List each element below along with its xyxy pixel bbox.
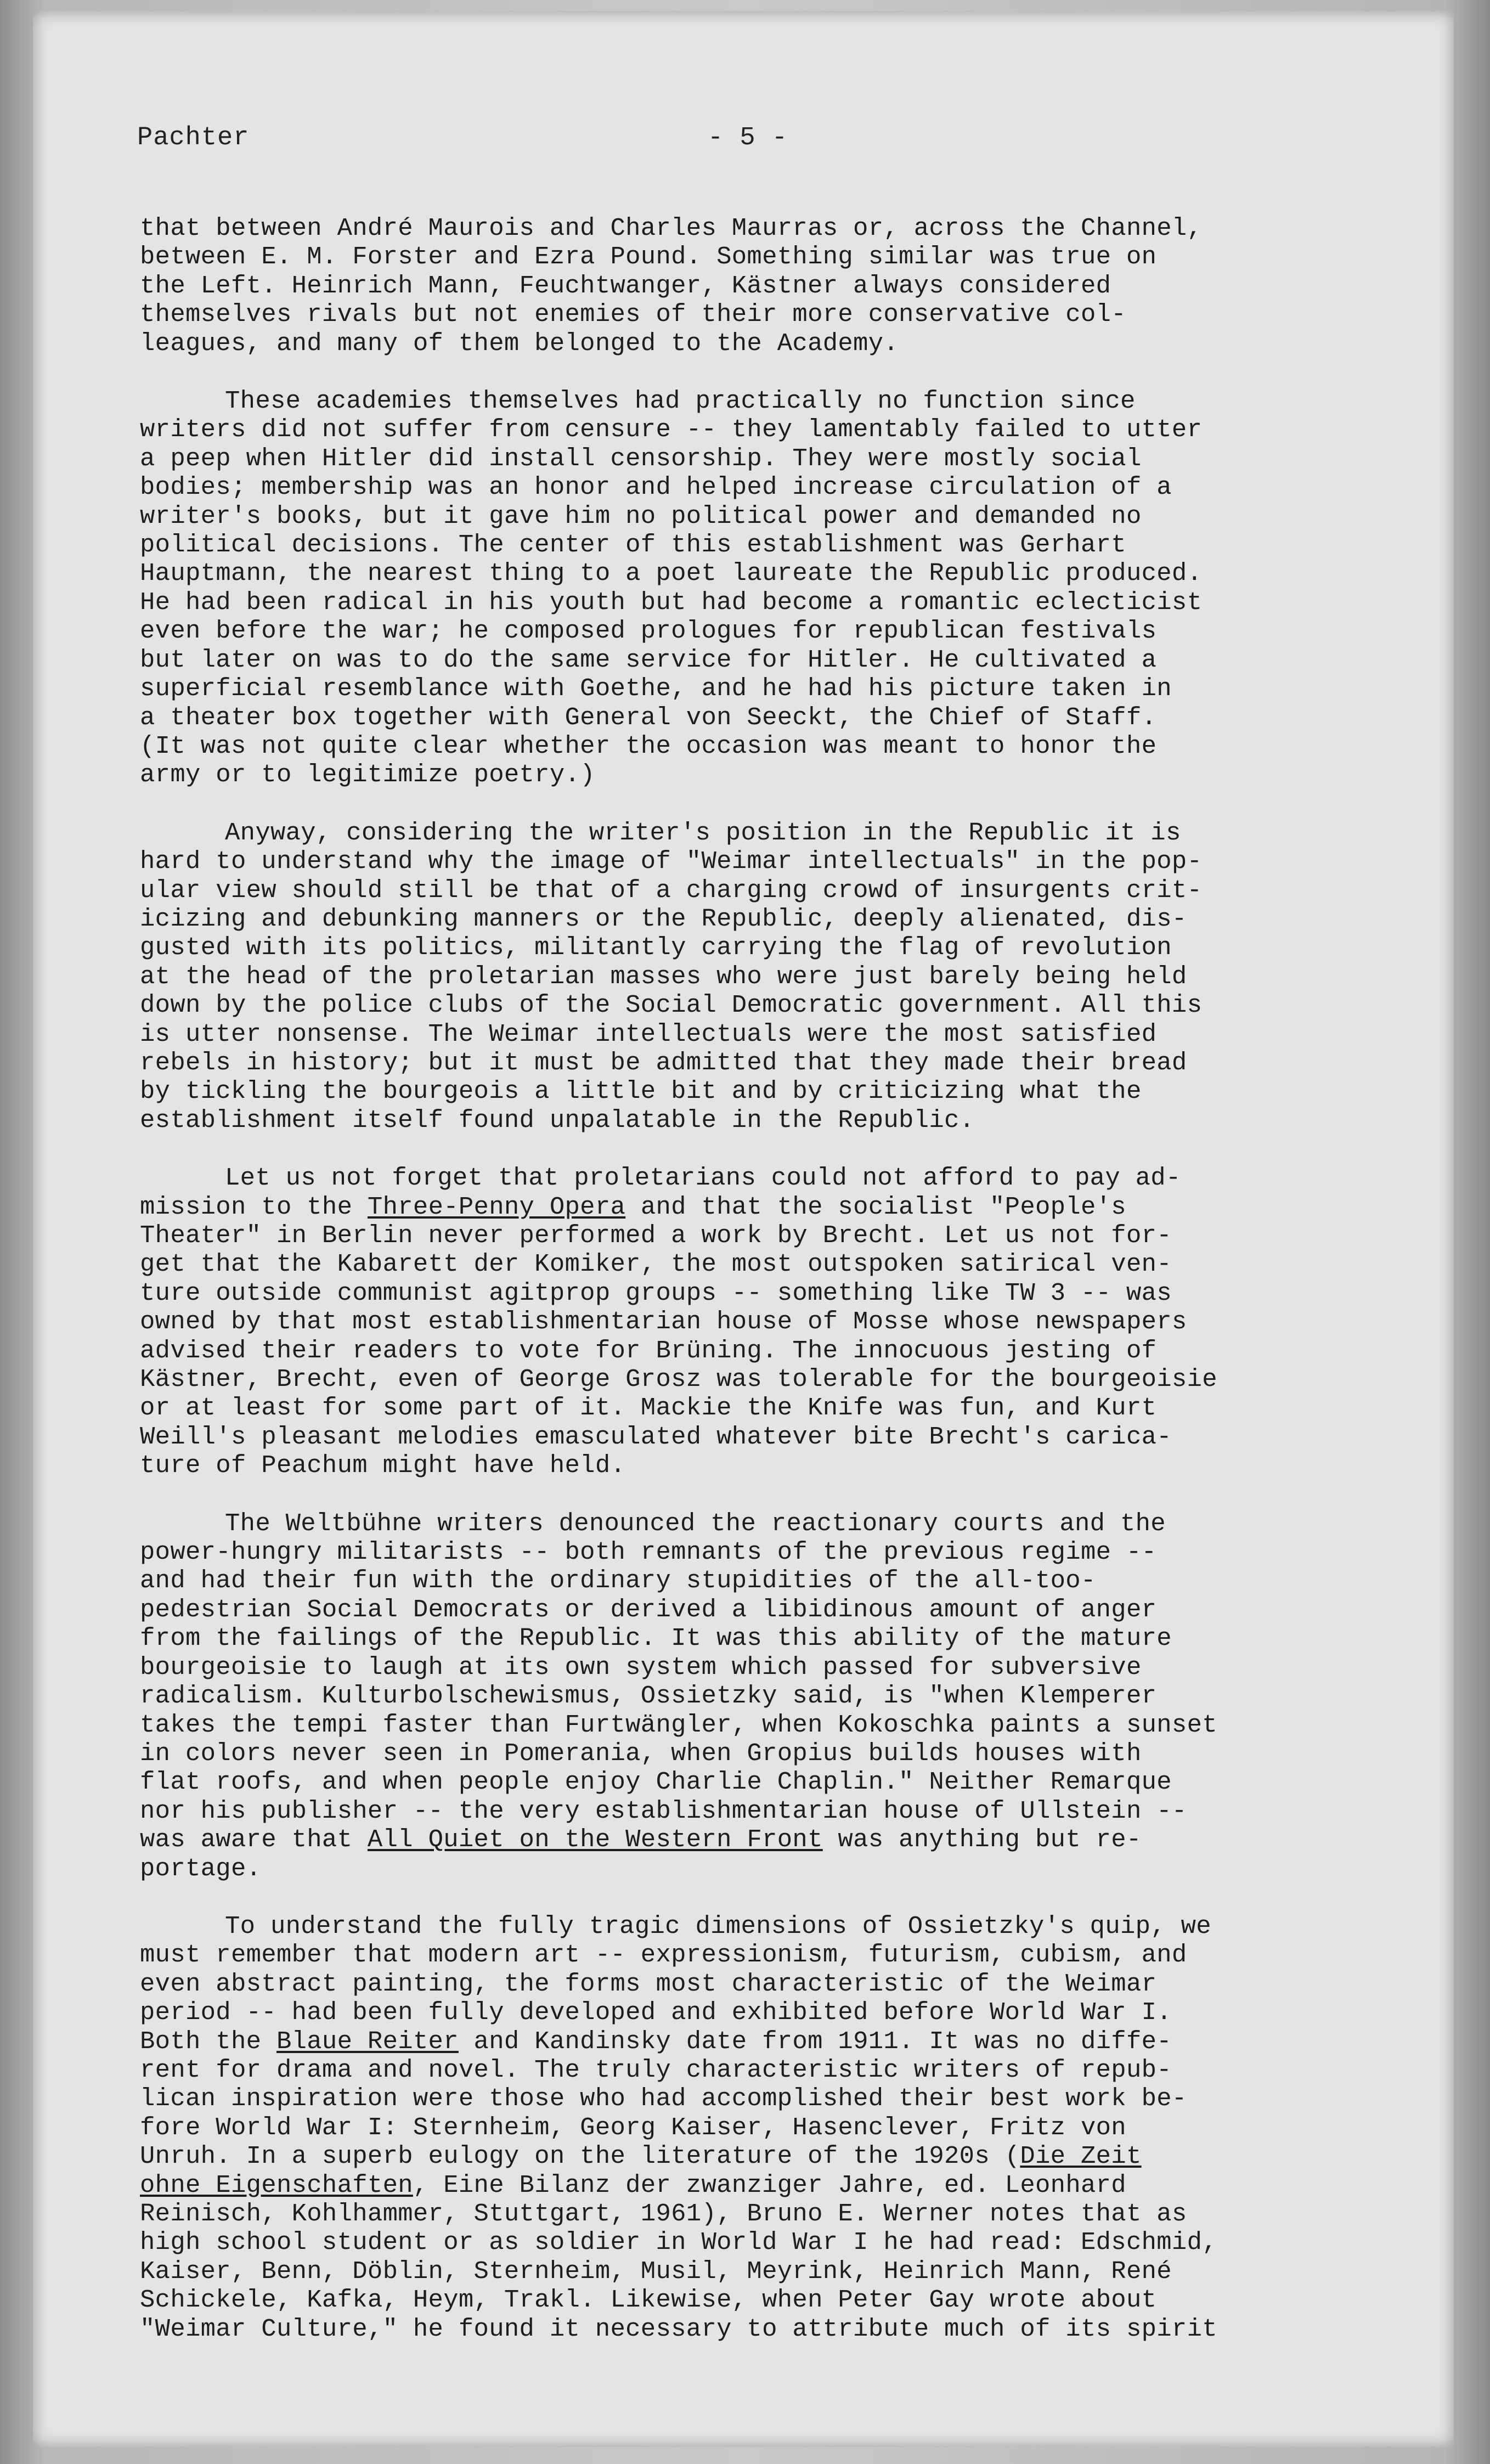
text-line: ular view should still be that of a charging crowd of insurgents crit-: [140, 876, 1203, 905]
text-line: gusted with its politics, militantly carrying the flag of revolution: [140, 933, 1172, 962]
text-line: These academies themselves had practically no function since: [225, 387, 1136, 416]
text-line: bodies; membership was an honor and helped increase circulation of a: [140, 473, 1172, 502]
text-line: Let us not forget that proletarians could not afford to pay ad-: [225, 1164, 1181, 1193]
text-line: portage.: [140, 1854, 262, 1883]
text-line: or at least for some part of it. Mackie the Knife was fun, and Kurt: [140, 1394, 1157, 1423]
text-line: takes the tempi faster than Furtwängler, when Kokoschka paints a sunset: [140, 1710, 1217, 1739]
text-line: must remember that modern art -- expressionism, futurism, cubism, and: [140, 1941, 1187, 1970]
text-line: get that the Kabarett der Komiker, the most outspoken satirical ven-: [140, 1250, 1172, 1279]
text-line: leagues, and many of them belonged to the Academy.: [140, 329, 899, 358]
text-line: Kaiser, Benn, Döblin, Sternheim, Musil, Meyrink, Heinrich Mann, René: [140, 2257, 1172, 2286]
paragraph: [140, 1912, 1374, 2343]
text-line: writer's books, but it gave him no political power and demanded no: [140, 501, 1142, 531]
text-line: down by the police clubs of the Social Democratic government. All this: [140, 991, 1203, 1020]
text-line: hard to understand why the image of "Weimar intellectuals" in the pop-: [140, 847, 1203, 876]
text-line: a theater box together with General von Seeckt, the Chief of Staff.: [140, 703, 1157, 732]
text-line: rent for drama and novel. The truly characteristic writers of repub-: [140, 2055, 1172, 2084]
text-line: "Weimar Culture," he found it necessary to attribute much of its spirit: [140, 2314, 1217, 2343]
text-line: bourgeoisie to laugh at its own system which passed for subversive: [140, 1653, 1142, 1682]
page-body: [140, 214, 1374, 2372]
text-line: at the head of the proletarian masses who were just barely being held: [140, 962, 1187, 991]
text-line: Theater" in Berlin never performed a work by Brecht. Let us not for-: [140, 1221, 1172, 1250]
text-line: was aware that All Quiet on the Western Front was anything but re-: [140, 1825, 1142, 1854]
page-number: - 5 -: [708, 123, 788, 153]
text-line: Weill's pleasant melodies emasculated whatever bite Brecht's carica-: [140, 1422, 1172, 1451]
text-line: rebels in history; but it must be admitted that they made their bread: [140, 1048, 1187, 1077]
text-line: a peep when Hitler did install censorship. They were mostly social: [140, 444, 1142, 473]
text-line: Anyway, considering the writer's position in the Republic it is: [225, 818, 1181, 847]
text-line: He had been radical in his youth but had become a romantic eclecticist: [140, 588, 1203, 617]
text-line: by tickling the bourgeois a little bit and by criticizing what the: [140, 1077, 1142, 1106]
text-line: Both the Blaue Reiter and Kandinsky date from 1911. It was no diffe-: [140, 2027, 1172, 2056]
text-line: is utter nonsense. The Weimar intellectuals were the most satisfied: [140, 1019, 1157, 1048]
text-line: from the failings of the Republic. It was this ability of the mature: [140, 1624, 1172, 1653]
text-line: between E. M. Forster and Ezra Pound. Something similar was true on: [140, 243, 1157, 272]
text-line: lican inspiration were those who had accomplished their best work be-: [140, 2084, 1187, 2113]
text-line: pedestrian Social Democrats or derived a libidinous amount of anger: [140, 1595, 1157, 1624]
text-line: mission to the Three-Penny Opera and that the socialist "People's: [140, 1192, 1126, 1221]
paragraph: [140, 214, 1374, 358]
text-line: even before the war; he composed prologues for republican festivals: [140, 617, 1157, 646]
text-line: The Weltbühne writers denounced the reactionary courts and the: [225, 1509, 1166, 1538]
text-line: superficial resemblance with Goethe, and he had his picture taken in: [140, 674, 1172, 703]
text-line: army or to legitimize poetry.): [140, 760, 595, 790]
text-line: ohne Eigenschaften, Eine Bilanz der zwanziger Jahre, ed. Leonhard: [140, 2170, 1126, 2200]
text-line: advised their readers to vote for Brüning. The innocuous jesting of: [140, 1336, 1157, 1365]
typewritten-page: [33, 11, 1454, 2447]
paragraph: [140, 1164, 1374, 1480]
text-line: Schickele, Kafka, Heym, Trakl. Likewise, when Peter Gay wrote about: [140, 2286, 1157, 2315]
text-line: establishment itself found unpalatable in the Republic.: [140, 1106, 975, 1135]
text-line: Unruh. In a superb eulogy on the literature of the 1920s (Die Zeit: [140, 2142, 1142, 2171]
paragraph: [140, 387, 1374, 790]
text-line: even abstract painting, the forms most characteristic of the Weimar: [140, 1969, 1157, 1998]
text-line: Reinisch, Kohlhammer, Stuttgart, 1961), Bruno E. Werner notes that as: [140, 2200, 1187, 2228]
paragraph: [140, 1509, 1374, 1883]
text-line: fore World War I: Sternheim, Georg Kaiser, Hasenclever, Fritz von: [140, 2113, 1126, 2142]
text-line: that between André Maurois and Charles Maurras or, across the Channel,: [140, 214, 1203, 243]
author-name: Pachter: [137, 123, 250, 153]
text-line: radicalism. Kulturbolschewismus, Ossietzky said, is "when Klemperer: [140, 1682, 1157, 1711]
text-line: owned by that most establishmentarian house of Mosse whose newspapers: [140, 1307, 1187, 1337]
text-line: political decisions. The center of this establishment was Gerhart: [140, 531, 1126, 560]
text-line: the Left. Heinrich Mann, Feuchtwanger, Kästner always considered: [140, 271, 1111, 300]
text-line: ture outside communist agitprop groups -- something like TW 3 -- was: [140, 1278, 1172, 1307]
text-line: flat roofs, and when people enjoy Charlie Chaplin." Neither Remarque: [140, 1768, 1172, 1797]
text-line: power-hungry militarists -- both remnants of the previous regime --: [140, 1538, 1157, 1567]
text-line: in colors never seen in Pomerania, when Gropius builds houses with: [140, 1739, 1142, 1768]
text-line: and had their fun with the ordinary stupidities of the all-too-: [140, 1566, 1096, 1595]
text-line: writers did not suffer from censure -- they lamentably failed to utter: [140, 415, 1203, 444]
text-line: icizing and debunking manners or the Republic, deeply alienated, dis-: [140, 904, 1187, 933]
text-line: nor his publisher -- the very establishmentarian house of Ullstein --: [140, 1796, 1187, 1825]
text-line: (It was not quite clear whether the occasion was meant to honor the: [140, 731, 1157, 760]
text-line: but later on was to do the same service for Hitler. He cultivated a: [140, 645, 1157, 674]
paragraph: [140, 819, 1374, 1135]
text-line: high school student or as soldier in World War I he had read: Edschmid,: [140, 2228, 1217, 2257]
text-line: ture of Peachum might have held.: [140, 1451, 626, 1480]
text-line: period -- had been fully developed and exhibited before World War I.: [140, 1998, 1172, 2027]
text-line: Kästner, Brecht, even of George Grosz was tolerable for the bourgeoisie: [140, 1365, 1217, 1394]
text-line: Hauptmann, the nearest thing to a poet laureate the Republic produced.: [140, 559, 1203, 588]
text-line: themselves rivals but not enemies of their more conservative col-: [140, 300, 1126, 329]
text-line: To understand the fully tragic dimensions of Ossietzky's quip, we: [225, 1912, 1211, 1941]
